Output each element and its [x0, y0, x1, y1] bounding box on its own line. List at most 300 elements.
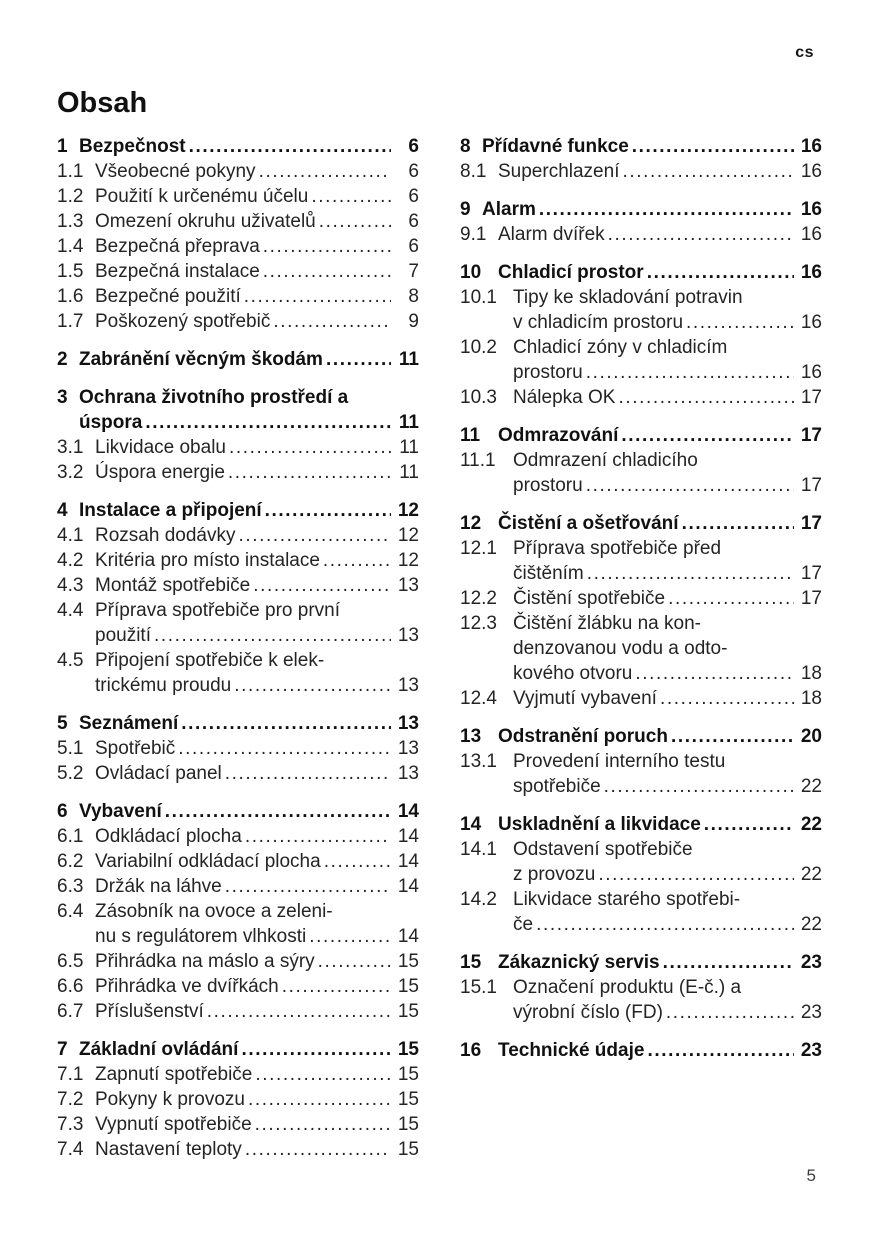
toc-line — [57, 824, 419, 849]
dot-leader — [319, 209, 391, 234]
entry-number: 1.6 — [57, 286, 84, 307]
toc-section — [57, 1037, 419, 1162]
toc-line — [57, 736, 419, 761]
entry-title: Úspora energie — [95, 462, 225, 483]
toc-entry[interactable] — [57, 460, 419, 485]
toc-line — [57, 623, 419, 648]
page-number: 15 — [397, 951, 419, 972]
toc-section — [460, 197, 822, 247]
entry-title: Rozsah dodávky — [95, 525, 236, 546]
dot-leader — [253, 573, 391, 598]
page-number: 18 — [800, 663, 822, 684]
toc-entry[interactable] — [57, 435, 419, 460]
toc-line — [57, 284, 419, 309]
toc-line — [57, 385, 419, 410]
toc-entry[interactable] — [460, 285, 822, 335]
toc-section — [460, 511, 822, 711]
entry-title: Nastavení teploty — [95, 1139, 242, 1160]
entry-number: 6.7 — [57, 1001, 84, 1022]
toc-entry[interactable] — [57, 234, 419, 259]
page-number: 12 — [397, 500, 419, 521]
entry-number: 11.1 — [460, 450, 496, 471]
toc-line — [460, 285, 822, 310]
page-number: 6 — [408, 161, 419, 182]
entry-title: Bezpečná instalace — [95, 261, 260, 282]
chapter-number: 6 — [57, 801, 68, 822]
toc-line — [460, 774, 822, 799]
toc-chapter[interactable] — [460, 511, 822, 536]
entry-number: 15.1 — [460, 977, 497, 998]
dot-leader — [241, 1037, 391, 1062]
entry-title: Přihrádka ve dvířkách — [95, 976, 279, 997]
dot-leader — [311, 184, 391, 209]
entry-number: 1.1 — [57, 161, 84, 182]
page-number: 15 — [397, 1064, 419, 1085]
toc-line — [57, 347, 419, 372]
toc-line — [460, 561, 822, 586]
dot-leader — [323, 548, 391, 573]
dot-leader — [682, 511, 794, 536]
toc-line — [57, 573, 419, 598]
chapter-number: 14 — [460, 814, 482, 835]
chapter-number: 8 — [460, 136, 471, 157]
entry-number: 14.1 — [460, 839, 497, 860]
entry-title: prostoru — [513, 475, 583, 496]
toc-line — [460, 661, 822, 686]
entry-title: Provedení interního testu — [513, 751, 726, 772]
entry-number: 1.4 — [57, 236, 84, 257]
entry-number: 1.3 — [57, 211, 84, 232]
toc-chapter[interactable] — [460, 134, 822, 159]
chapter-number: 3 — [57, 387, 68, 408]
toc-entry[interactable] — [460, 749, 822, 799]
toc-section — [460, 1038, 822, 1063]
entry-title: Zásobník na ovoce a zeleni- — [95, 901, 333, 922]
toc-line — [460, 724, 822, 749]
toc-line — [460, 1000, 822, 1025]
toc-chapter[interactable] — [460, 423, 822, 448]
toc-line — [57, 849, 419, 874]
page-number: 17 — [800, 425, 822, 446]
toc-line — [57, 874, 419, 899]
toc-entry[interactable] — [57, 1137, 419, 1162]
toc-line — [460, 448, 822, 473]
dot-leader — [238, 523, 391, 548]
toc-line — [57, 673, 419, 698]
dot-leader — [282, 974, 391, 999]
entry-title: Kritéria pro místo instalace — [95, 550, 320, 571]
dot-leader — [255, 1062, 391, 1087]
entry-number: 1.7 — [57, 311, 84, 332]
toc-columns — [57, 134, 822, 1175]
toc-entry[interactable] — [57, 1112, 419, 1137]
page-number: 16 — [800, 362, 822, 383]
entry-title: Držák na láhve — [95, 876, 222, 897]
toc-line — [460, 586, 822, 611]
toc-entry[interactable] — [57, 736, 419, 761]
entry-number: 3.2 — [57, 462, 84, 483]
dot-leader — [259, 159, 391, 184]
toc-line — [460, 536, 822, 561]
toc-line — [57, 1037, 419, 1062]
toc-line — [57, 460, 419, 485]
entry-title: denzovanou vodu a odto- — [513, 638, 728, 659]
toc-section — [460, 134, 822, 184]
page-number: 18 — [800, 688, 822, 709]
page-number: 16 — [800, 262, 822, 283]
page-number: 15 — [397, 1001, 419, 1022]
entry-title: v chladicím prostoru — [513, 312, 684, 333]
dot-leader — [228, 460, 391, 485]
toc-section — [57, 498, 419, 698]
toc-entry[interactable] — [57, 1062, 419, 1087]
toc-entry[interactable] — [57, 974, 419, 999]
chapter-title: Vybavení — [79, 801, 162, 822]
page-number: 13 — [397, 625, 419, 646]
toc-entry[interactable] — [57, 874, 419, 899]
toc-section — [57, 134, 419, 334]
chapter-number: 4 — [57, 500, 68, 521]
chapter-title: Přídavné funkce — [482, 136, 629, 157]
chapter-title: Čistění a ošetřování — [498, 513, 679, 534]
page-number: 13 — [397, 738, 419, 759]
entry-title: použití — [95, 625, 151, 646]
page-number: 17 — [800, 387, 822, 408]
toc-chapter[interactable] — [57, 711, 419, 736]
entry-title: Chladicí zóny v chladicím — [513, 337, 728, 358]
toc-line — [57, 1087, 419, 1112]
toc-entry[interactable] — [460, 159, 822, 184]
toc-entry[interactable] — [57, 598, 419, 648]
entry-number: 12.3 — [460, 613, 497, 634]
toc-line — [57, 1137, 419, 1162]
toc-chapter[interactable] — [460, 197, 822, 222]
entry-title: Přihrádka na máslo a sýry — [95, 951, 315, 972]
entry-title: Alarm dvířek — [498, 224, 605, 245]
entry-number: 6.4 — [57, 901, 84, 922]
entry-number: 6.2 — [57, 851, 84, 872]
entry-title: Označení produktu (E-č.) a — [513, 977, 742, 998]
dot-leader — [604, 774, 794, 799]
page-number: 16 — [800, 161, 822, 182]
toc-line — [460, 423, 822, 448]
toc-entry[interactable] — [57, 184, 419, 209]
page-number: 6 — [408, 186, 419, 207]
page-number: 15 — [397, 1114, 419, 1135]
toc-entry[interactable] — [460, 686, 822, 711]
chapter-number: 5 — [57, 713, 68, 734]
toc-entry[interactable] — [57, 1087, 419, 1112]
footer-page-number: 5 — [806, 1166, 816, 1185]
toc-section — [460, 423, 822, 498]
page-number: 13 — [397, 713, 419, 734]
page-number: 14 — [397, 851, 419, 872]
toc-line — [57, 924, 419, 949]
toc-entry[interactable] — [460, 536, 822, 586]
dot-leader — [178, 736, 391, 761]
toc-entry[interactable] — [57, 309, 419, 334]
toc-line — [460, 134, 822, 159]
page-number: 16 — [800, 136, 822, 157]
dot-leader — [229, 435, 391, 460]
page-number: 22 — [800, 814, 822, 835]
entry-number: 4.5 — [57, 650, 84, 671]
page-number: 22 — [800, 914, 822, 935]
page-number: 8 — [408, 286, 419, 307]
entry-number: 12.4 — [460, 688, 497, 709]
dot-leader — [598, 862, 794, 887]
dot-leader — [647, 260, 794, 285]
entry-title: Zapnutí spotřebiče — [95, 1064, 253, 1085]
dot-leader — [632, 134, 794, 159]
entry-number: 12.1 — [460, 538, 497, 559]
dot-leader — [536, 912, 794, 937]
entry-number: 5.2 — [57, 763, 84, 784]
page-number: 12 — [397, 525, 419, 546]
page-number: 6 — [408, 136, 419, 157]
page-number: 23 — [800, 1002, 822, 1023]
entry-number: 1.2 — [57, 186, 84, 207]
toc-line — [57, 523, 419, 548]
toc-chapter[interactable] — [57, 799, 419, 824]
toc-line — [57, 184, 419, 209]
toc-line — [460, 686, 822, 711]
chapter-title: Odmrazování — [498, 425, 619, 446]
toc-line — [460, 912, 822, 937]
toc-line — [57, 949, 419, 974]
toc-entry[interactable] — [57, 899, 419, 949]
entry-number: 7.4 — [57, 1139, 84, 1160]
dot-leader — [265, 498, 391, 523]
toc-entry[interactable] — [57, 824, 419, 849]
dot-leader — [225, 761, 391, 786]
dot-leader — [273, 309, 391, 334]
entry-number: 4.2 — [57, 550, 84, 571]
chapter-number: 9 — [460, 199, 471, 220]
entry-title: Příprava spotřebiče pro první — [95, 600, 341, 621]
chapter-number: 12 — [460, 513, 482, 534]
page-number: 12 — [397, 550, 419, 571]
entry-title: z provozu — [513, 864, 596, 885]
dot-leader — [686, 310, 794, 335]
entry-title: Poškozený spotřebič — [95, 311, 271, 332]
page-number: 20 — [800, 726, 822, 747]
entry-title: trickému proudu — [95, 675, 232, 696]
entry-title: Bezpečné použití — [95, 286, 241, 307]
entry-title: če — [513, 914, 534, 935]
toc-entry[interactable] — [57, 284, 419, 309]
toc-entry[interactable] — [460, 222, 822, 247]
toc-chapter[interactable] — [57, 134, 419, 159]
toc-line — [460, 749, 822, 774]
dot-leader — [245, 1137, 391, 1162]
dot-leader — [586, 473, 794, 498]
toc-line — [57, 498, 419, 523]
toc-chapter[interactable] — [460, 260, 822, 285]
entry-title: Vyjmutí vybavení — [513, 688, 657, 709]
entry-number: 7.3 — [57, 1114, 84, 1135]
entry-title: Odmrazení chladicího — [513, 450, 698, 471]
page-number: 6 — [408, 236, 419, 257]
dot-leader — [263, 234, 391, 259]
toc-line — [57, 648, 419, 673]
toc-entry[interactable] — [460, 611, 822, 686]
entry-number: 10.2 — [460, 337, 497, 358]
entry-title: nu s regulátorem vlhkosti — [95, 926, 307, 947]
toc-line — [460, 636, 822, 661]
entry-number: 5.1 — [57, 738, 84, 759]
toc-line — [57, 234, 419, 259]
toc-section — [460, 950, 822, 1025]
page-number: 15 — [397, 1039, 419, 1060]
toc-entry[interactable] — [460, 887, 822, 937]
toc-entry[interactable] — [57, 259, 419, 284]
toc-section — [460, 260, 822, 410]
toc-line — [460, 159, 822, 184]
entry-title: čištěním — [513, 563, 584, 584]
page-number: 6 — [408, 211, 419, 232]
toc-chapter[interactable] — [460, 724, 822, 749]
toc-chapter[interactable] — [57, 385, 419, 435]
toc-line — [460, 862, 822, 887]
toc-entry[interactable] — [460, 448, 822, 498]
dot-leader — [245, 824, 391, 849]
dot-leader — [225, 874, 391, 899]
chapter-title: Instalace a připojení — [79, 500, 262, 521]
page-number: 17 — [800, 588, 822, 609]
toc-chapter[interactable] — [57, 1037, 419, 1062]
chapter-title: Zabránění věcným škodám — [79, 349, 323, 370]
toc-entry[interactable] — [460, 837, 822, 887]
toc-line — [460, 385, 822, 410]
dot-leader — [244, 284, 391, 309]
page-number: 13 — [397, 763, 419, 784]
dot-leader — [318, 949, 391, 974]
toc-entry[interactable] — [57, 761, 419, 786]
dot-leader — [165, 799, 391, 824]
toc-entry[interactable] — [460, 385, 822, 410]
toc-chapter[interactable] — [460, 950, 822, 975]
toc-entry[interactable] — [57, 523, 419, 548]
dot-leader — [181, 711, 391, 736]
entry-number: 13.1 — [460, 751, 497, 772]
entry-number: 7.2 — [57, 1089, 84, 1110]
toc-section — [460, 724, 822, 799]
toc-column — [57, 134, 419, 1175]
entry-title: Ovládací panel — [95, 763, 222, 784]
language-code: cs — [795, 44, 814, 61]
dot-leader — [324, 849, 391, 874]
chapter-title: Seznámení — [79, 713, 179, 734]
toc-chapter[interactable] — [460, 812, 822, 837]
entry-title: Odstavení spotřebiče — [513, 839, 693, 860]
dot-leader — [189, 134, 391, 159]
toc-chapter[interactable] — [460, 1038, 822, 1063]
toc-entry[interactable] — [57, 548, 419, 573]
entry-number: 6.6 — [57, 976, 84, 997]
toc-line — [460, 950, 822, 975]
chapter-number: 16 — [460, 1040, 482, 1061]
toc-entry[interactable] — [57, 849, 419, 874]
entry-title: Příslušenství — [95, 1001, 204, 1022]
dot-leader — [263, 259, 391, 284]
dot-leader — [154, 623, 391, 648]
entry-number: 1.5 — [57, 261, 84, 282]
toc-line — [57, 435, 419, 460]
entry-number: 9.1 — [460, 224, 487, 245]
dot-leader — [660, 686, 794, 711]
toc-section — [57, 799, 419, 1024]
toc-chapter[interactable] — [57, 498, 419, 523]
entry-number: 7.1 — [57, 1064, 84, 1085]
entry-title: Čistění spotřebiče — [513, 588, 666, 609]
chapter-number: 2 — [57, 349, 68, 370]
page-number: 16 — [800, 312, 822, 333]
toc-entry[interactable] — [57, 159, 419, 184]
toc-line — [57, 761, 419, 786]
chapter-title: Chladicí prostor — [498, 262, 644, 283]
toc-line — [57, 974, 419, 999]
page-number: 15 — [397, 976, 419, 997]
page-number: 14 — [397, 826, 419, 847]
entry-number: 4.4 — [57, 600, 84, 621]
page-number: 11 — [398, 412, 419, 433]
entry-number: 10.3 — [460, 387, 497, 408]
dot-leader — [704, 812, 794, 837]
toc-entry[interactable] — [57, 648, 419, 698]
entry-title: Čištění žlábku na kon- — [513, 613, 701, 634]
toc-line — [57, 134, 419, 159]
chapter-number: 13 — [460, 726, 482, 747]
entry-number: 6.5 — [57, 951, 84, 972]
toc-entry[interactable] — [57, 949, 419, 974]
entry-number: 3.1 — [57, 437, 84, 458]
dot-leader — [145, 410, 391, 435]
dot-leader — [539, 197, 794, 222]
chapter-number: 1 — [57, 136, 68, 157]
dot-leader — [622, 159, 794, 184]
toc-entry[interactable] — [460, 975, 822, 1025]
entry-title: kového otvoru — [513, 663, 633, 684]
dot-leader — [207, 999, 391, 1024]
dot-leader — [666, 1000, 794, 1025]
chapter-number: 10 — [460, 262, 482, 283]
toc-entry[interactable] — [57, 999, 419, 1024]
toc-line — [460, 335, 822, 360]
toc-line — [57, 309, 419, 334]
entry-title: Odkládací plocha — [95, 826, 242, 847]
page-number: 17 — [800, 513, 822, 534]
toc-entry[interactable] — [57, 209, 419, 234]
dot-leader — [608, 222, 794, 247]
page-number: 15 — [397, 1089, 419, 1110]
toc-line — [57, 711, 419, 736]
toc-line — [57, 899, 419, 924]
toc-entry[interactable] — [57, 573, 419, 598]
toc-chapter[interactable] — [57, 347, 419, 372]
entry-number: 14.2 — [460, 889, 497, 910]
entry-title: Všeobecné pokyny — [95, 161, 256, 182]
toc-entry[interactable] — [460, 586, 822, 611]
dot-leader — [255, 1112, 391, 1137]
toc-section — [57, 385, 419, 485]
page-number: 14 — [397, 876, 419, 897]
entry-title: Montáž spotřebiče — [95, 575, 251, 596]
entry-title: Vypnutí spotřebiče — [95, 1114, 252, 1135]
toc-line — [460, 473, 822, 498]
toc-entry[interactable] — [460, 335, 822, 385]
dot-leader — [635, 661, 794, 686]
